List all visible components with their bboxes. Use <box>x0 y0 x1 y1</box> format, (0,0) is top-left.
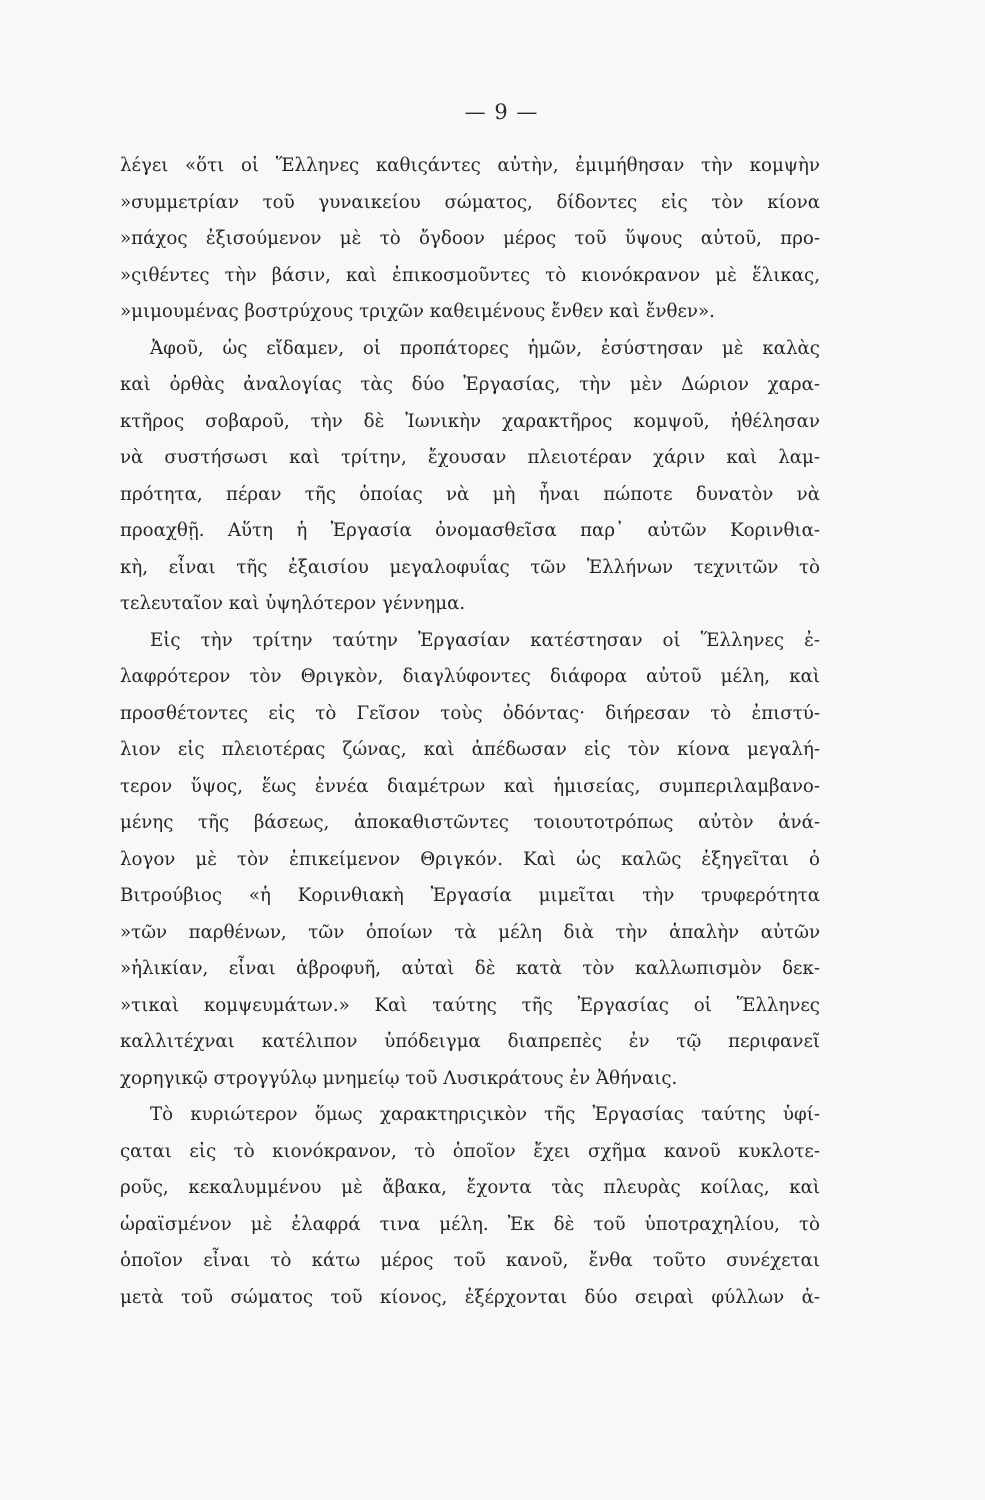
text-line: προσθέτοντες εἰς τὸ Γεῖσον τοὺς ὀδόντας· διήρεσαν τὸ ἐπιστύ- <box>120 702 820 724</box>
text-line: »τικαὶ κομψευμάτων.» Καὶ ταύτης τῆς Ἐργασίας οἱ Ἕλληνες <box>120 994 820 1016</box>
text-line: τελευταῖον καὶ ὑψηλότερον γέννημα. <box>120 593 466 614</box>
body-text <box>120 148 820 1316</box>
text-line: »τῶν παρθένων, τῶν ὁποίων τὰ μέλη διὰ τὴν ἁπαλὴν αὐτῶν <box>120 921 820 943</box>
text-line: »ἡλικίαν, εἶναι ἁβροφυῆ, αὐταὶ δὲ κατὰ τὸν καλλωπισμὸν δεκ- <box>120 958 820 979</box>
text-line: κὴ, εἶναι τῆς ἐξαισίου μεγαλοφυΐας τῶν Ἑλλήνων τεχνιτῶν τὸ <box>120 556 820 578</box>
text-line: Εἰς τὴν τρίτην ταύτην Ἐργασίαν κατέστησαν οἱ Ἕλληνες ἐ- <box>150 629 820 651</box>
text-line: καλλιτέχναι κατέλιπον ὑπόδειγμα διαπρεπὲς ἐν τῷ περιφανεῖ <box>120 1031 820 1052</box>
text-line: χορηγικῷ στρογγύλῳ μνημείῳ τοῦ Λυσικράτους ἐν Ἀθήναις. <box>120 1067 678 1089</box>
text-line: προαχθῇ. Αὕτη ἡ Ἐργασία ὀνομασθεῖσα παρ᾽ αὐτῶν Κορινθια- <box>120 520 820 541</box>
text-line: ροῦς, κεκαλυμμένου μὲ ἄβακα, ἔχοντα τὰς πλευρὰς κοίλας, καὶ <box>120 1177 820 1198</box>
text-line: »πάχος ἐξισούμενον μὲ τὸ ὄγδοον μέρος τοῦ ὕψους αὐτοῦ, προ- <box>120 228 820 249</box>
text-line: νὰ συστήσωσι καὶ τρίτην, ἔχουσαν πλειοτέραν χάριν καὶ λαμ- <box>120 447 820 468</box>
text-line: Βιτρούβιος «ἡ Κορινθιακὴ Ἐργασία μιμεῖται τὴν τρυφερότητα <box>120 885 820 906</box>
text-line: μένης τῆς βάσεως, ἀποκαθιστῶντες τοιουτοτρόπως αὐτὸν ἀνά- <box>120 812 820 833</box>
text-line: λιον εἰς πλειοτέρας ζώνας, καὶ ἀπέδωσαν εἰς τὸν κίονα μεγαλή- <box>120 739 820 760</box>
text-line: ὁποῖον εἶναι τὸ κάτω μέρος τοῦ κανοῦ, ἔνθα τοῦτο συνέχεται <box>120 1250 820 1271</box>
text-line: καὶ ὀρθὰς ἀναλογίας τὰς δύο Ἐργασίας, τὴν μὲν Δώριον χαρα- <box>120 374 820 395</box>
text-line: μετὰ τοῦ σώματος τοῦ κίονος, ἐξέρχονται δύο σειραὶ φύλλων ἀ- <box>120 1286 820 1308</box>
text-line: πρότητα, πέραν τῆς ὁποίας νὰ μὴ ἦναι πώποτε δυνατὸν νὰ <box>120 483 820 505</box>
text-line: λαφρότερον τὸν Θριγκὸν, διαγλύφοντες διάφορα αὐτοῦ μέλη, καὶ <box>120 666 820 687</box>
text-line: »συμμετρίαν τοῦ γυναικείου σώματος, δίδοντες εἰς τὸν κίονα <box>120 191 820 213</box>
text-line: »μιμουμένας βοστρύχους τριχῶν καθειμένους ἔνθεν καὶ ἔνθεν». <box>120 301 715 322</box>
text-line: κτῆρος σοβαροῦ, τὴν δὲ Ἰωνικὴν χαρακτῆρος κομψοῦ, ἠθέλησαν <box>120 410 820 432</box>
text-line: »ςιθέντες τὴν βάσιν, καὶ ἐπικοσμοῦντες τὸ κιονόκρανον μὲ ἕλικας, <box>120 264 820 286</box>
text-line: λέγει «ὅτι οἱ Ἕλληνες καθιςάντες αὐτὴν, ἐμιμήθησαν τὴν κομψὴν <box>120 155 820 176</box>
text-line: Τὸ κυριώτερον ὅμως χαρακτηριςικὸν τῆς Ἐργασίας ταύτης ὑφί- <box>150 1104 820 1125</box>
text-line: Ἀφοῦ, ὡς εἴδαμεν, οἱ προπάτορες ἡμῶν, ἐσύστησαν μὲ καλὰς <box>150 337 820 359</box>
page-number: — 9 — <box>464 100 539 124</box>
text-line: λογον μὲ τὸν ἐπικείμενον Θριγκόν. Καὶ ὡς καλῶς ἐξηγεῖται ὁ <box>120 848 820 870</box>
text-line: τερον ὕψος, ἕως ἐννέα διαμέτρων καὶ ἡμισείας, συμπεριλαμβανο- <box>120 775 820 797</box>
text-line: ςαται εἰς τὸ κιονόκρανον, τὸ ὁποῖον ἔχει σχῆμα κανοῦ κυκλοτε- <box>120 1140 820 1162</box>
text-line: ὡραϊσμένον μὲ ἐλαφρά τινα μέλη. Ἐκ δὲ τοῦ ὑποτραχηλίου, τὸ <box>120 1213 820 1235</box>
